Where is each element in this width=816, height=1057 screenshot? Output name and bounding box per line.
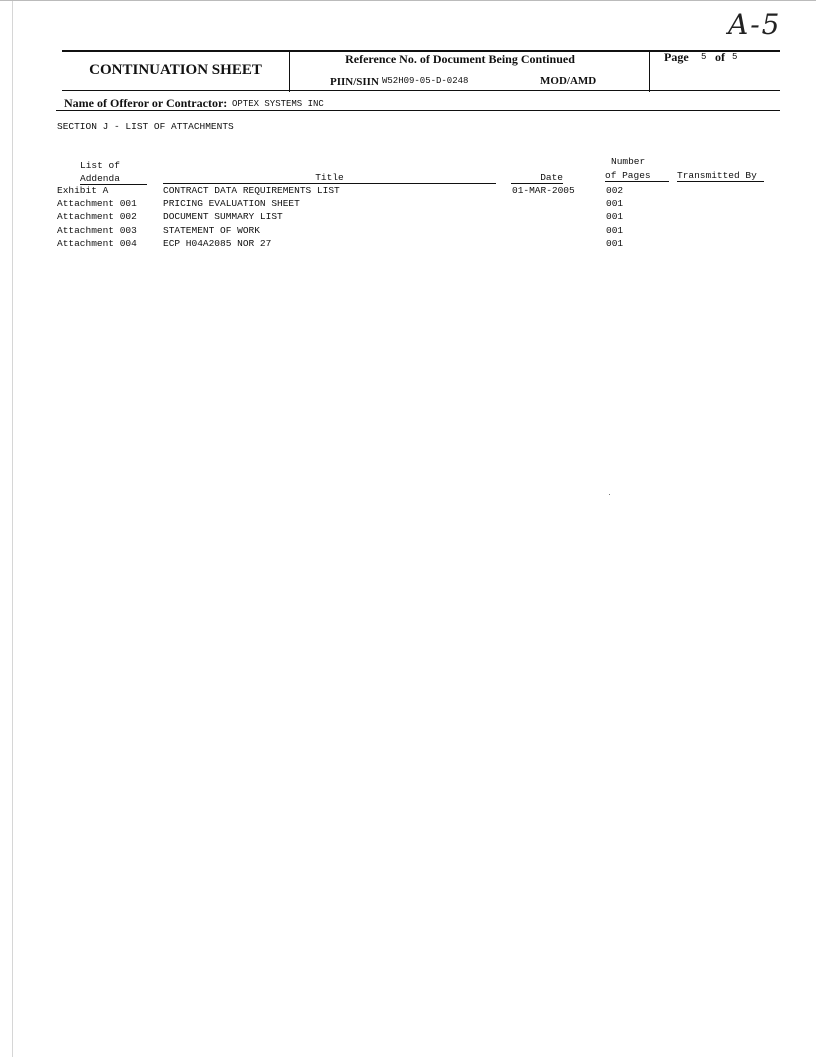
page-label: Page bbox=[664, 50, 689, 64]
col-header-transmitted: Transmitted By bbox=[677, 170, 764, 182]
table-row bbox=[0, 198, 816, 211]
cell-pages: 001 bbox=[606, 198, 624, 209]
cell-pages: 002 bbox=[606, 185, 624, 196]
cell-addenda: Attachment 004 bbox=[57, 238, 137, 249]
col-header-number: Number bbox=[611, 156, 646, 167]
cell-title: DOCUMENT SUMMARY LIST bbox=[163, 211, 283, 222]
offeror-rule bbox=[56, 110, 780, 111]
scan-edge bbox=[12, 0, 13, 1057]
page-of-label: of bbox=[715, 50, 725, 64]
cell-title: STATEMENT OF WORK bbox=[163, 225, 260, 236]
cell-title: ECP H04A2085 NOR 27 bbox=[163, 238, 272, 249]
cell-pages: 001 bbox=[606, 238, 624, 249]
mod-amd-label: MOD/AMD bbox=[540, 75, 597, 87]
cell-title: PRICING EVALUATION SHEET bbox=[163, 198, 300, 209]
scan-speck bbox=[609, 494, 610, 495]
col-header-list: List of bbox=[80, 160, 120, 171]
cell-addenda: Attachment 001 bbox=[57, 198, 137, 209]
cell-date: 01-MAR-2005 bbox=[512, 185, 575, 196]
table-row bbox=[0, 211, 816, 224]
section-title: SECTION J - LIST OF ATTACHMENTS bbox=[57, 121, 234, 132]
piin-label: PIIN/SIIN bbox=[330, 76, 379, 88]
cell-addenda: Attachment 002 bbox=[57, 211, 137, 222]
piin-value: W52H09-05-D-0248 bbox=[382, 76, 469, 86]
offeror-value: OPTEX SYSTEMS INC bbox=[232, 99, 324, 109]
cell-addenda: Exhibit A bbox=[57, 185, 109, 196]
table-row bbox=[0, 238, 816, 251]
cell-pages: 001 bbox=[606, 225, 624, 236]
sheet-title: CONTINUATION SHEET bbox=[89, 62, 262, 78]
cell-pages: 001 bbox=[606, 211, 624, 222]
page-number: 5 bbox=[701, 52, 707, 62]
col-header-addenda: Addenda bbox=[80, 173, 147, 185]
header-bottom-rule bbox=[62, 90, 780, 91]
cell-title: CONTRACT DATA REQUIREMENTS LIST bbox=[163, 185, 340, 196]
col-header-pages: of Pages bbox=[605, 170, 669, 182]
table-row bbox=[0, 185, 816, 198]
header-divider bbox=[649, 50, 650, 92]
offeror-label: Name of Offeror or Contractor: bbox=[64, 96, 228, 110]
table-row bbox=[0, 225, 816, 238]
col-header-title: Title bbox=[163, 172, 496, 184]
col-header-date: Date bbox=[511, 172, 563, 184]
continuation-header bbox=[62, 50, 780, 92]
handwritten-annotation: A-5 bbox=[728, 8, 782, 41]
reference-title: Reference No. of Document Being Continued bbox=[345, 52, 575, 66]
cell-addenda: Attachment 003 bbox=[57, 225, 137, 236]
page-total: 5 bbox=[732, 52, 738, 62]
scan-edge-top bbox=[0, 0, 816, 1]
